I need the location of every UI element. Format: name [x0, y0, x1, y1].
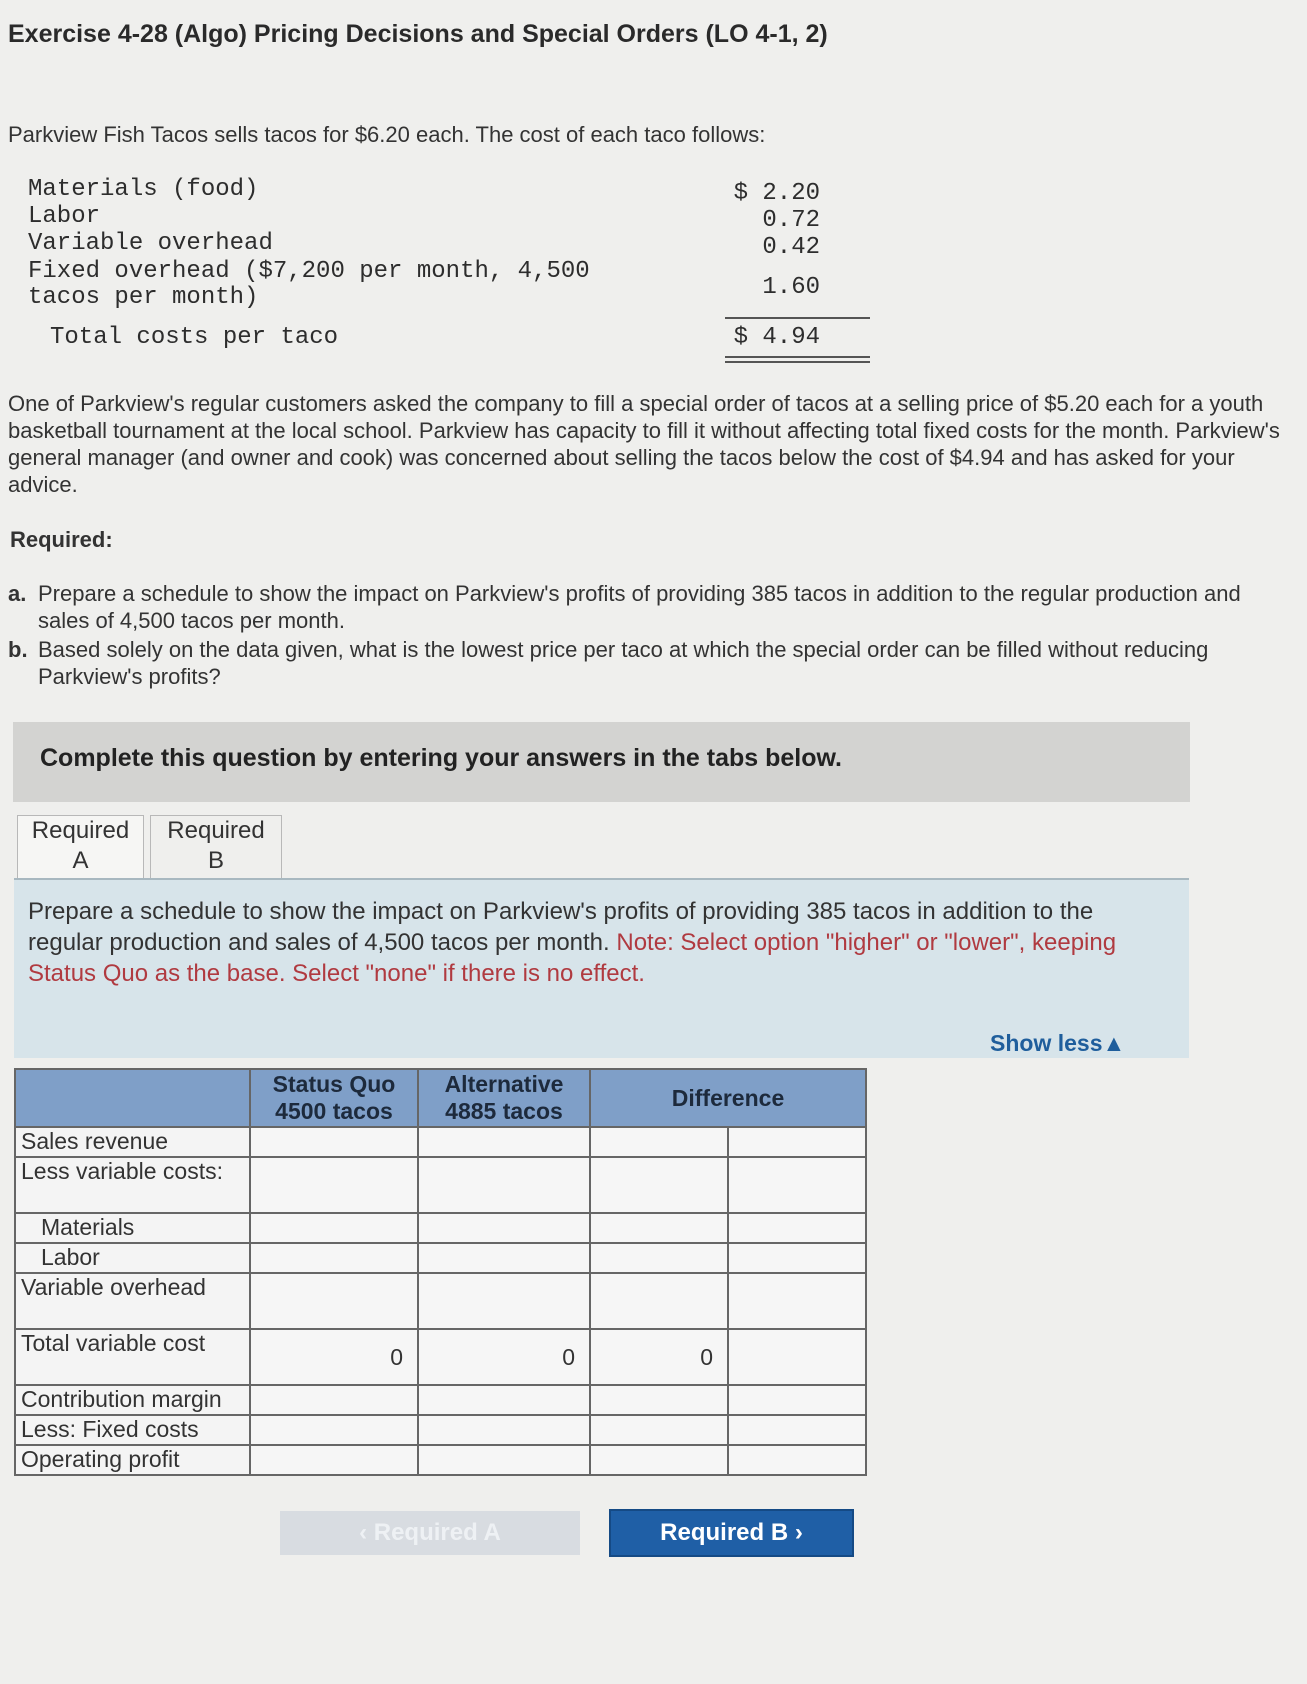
row-label-sales-revenue: Sales revenue — [15, 1127, 250, 1157]
total-variable-difference: 0 — [590, 1329, 728, 1385]
row-label-operating-profit: Operating profit — [15, 1445, 250, 1475]
cost-label-materials: Materials (food) — [28, 176, 259, 203]
input-cm-alternative[interactable] — [418, 1385, 590, 1415]
input-fixed-status-quo[interactable] — [250, 1415, 418, 1445]
prev-required-a-button[interactable]: ‹ Required A — [280, 1511, 580, 1555]
requirement-item — [8, 580, 1298, 634]
input-profit-difference[interactable] — [590, 1445, 728, 1475]
cost-value-materials: $ 2.20 — [733, 180, 820, 207]
input-labor-status-quo[interactable] — [250, 1243, 418, 1273]
total-variable-alternative: 0 — [418, 1329, 590, 1385]
select-total-variable-effect[interactable] — [728, 1329, 866, 1385]
cell-blank — [728, 1157, 866, 1213]
tab-label-line1: Required — [167, 817, 265, 844]
cost-label-fixed-overhead: Fixed overhead ($7,200 per month, 4,500 — [28, 258, 590, 285]
panel-instruction — [28, 896, 1168, 989]
header-alternative-line2: 4885 tacos — [445, 1098, 563, 1124]
cost-value-labor: 0.72 — [762, 207, 820, 234]
header-alternative-line1: Alternative — [444, 1071, 564, 1097]
required-heading: Required: — [10, 527, 113, 552]
row-label-labor: Labor — [15, 1243, 250, 1273]
row-label-less-variable-costs: Less variable costs: — [15, 1157, 250, 1213]
select-labor-effect[interactable] — [728, 1243, 866, 1273]
input-materials-status-quo[interactable] — [250, 1213, 418, 1243]
cost-value-variable-overhead: 0.42 — [762, 234, 820, 261]
cost-label-variable-overhead: Variable overhead — [28, 230, 273, 257]
input-cm-status-quo[interactable] — [250, 1385, 418, 1415]
input-fixed-alternative[interactable] — [418, 1415, 590, 1445]
input-cm-difference[interactable] — [590, 1385, 728, 1415]
input-sales-status-quo[interactable] — [250, 1127, 418, 1157]
input-labor-alternative[interactable] — [418, 1243, 590, 1273]
select-fixed-effect[interactable] — [728, 1415, 866, 1445]
cell-blank — [250, 1157, 418, 1213]
cost-value-total: $ 4.94 — [733, 324, 820, 351]
requirement-letter: b. — [8, 637, 28, 662]
input-materials-alternative[interactable] — [418, 1213, 590, 1243]
input-voh-status-quo[interactable] — [250, 1273, 418, 1329]
input-labor-difference[interactable] — [590, 1243, 728, 1273]
input-fixed-difference[interactable] — [590, 1415, 728, 1445]
total-double-rule-bottom — [725, 361, 870, 363]
header-alternative — [418, 1069, 590, 1127]
next-required-b-button[interactable]: Required B › — [609, 1509, 854, 1557]
requirements-list — [8, 580, 1298, 692]
select-profit-effect[interactable] — [728, 1445, 866, 1475]
header-status-quo — [250, 1069, 418, 1127]
header-status-quo-line1: Status Quo — [272, 1071, 396, 1097]
row-label-fixed-costs: Less: Fixed costs — [15, 1415, 250, 1445]
total-double-rule-top — [725, 356, 870, 358]
cost-label-labor: Labor — [28, 203, 101, 230]
panel-note: Note: Select option "higher" or "lower", keeping Status Quo as the base. Select "none" if there is no effect. — [28, 929, 1117, 987]
tab-required-b[interactable] — [150, 815, 282, 881]
header-difference: Difference — [590, 1069, 866, 1127]
subtotal-rule — [725, 317, 870, 319]
select-cm-effect[interactable] — [728, 1385, 866, 1415]
tab-label-line2: B — [207, 847, 224, 874]
cost-label-fixed-overhead-line2: tacos per month) — [28, 284, 259, 311]
requirement-item — [8, 636, 1298, 690]
cell-blank — [590, 1157, 728, 1213]
input-sales-difference[interactable] — [590, 1127, 728, 1157]
requirement-text: Prepare a schedule to show the impact on Parkview's profits of providing 385 tacos in addition to the regular production and sales of 4,500 tacos per month. — [38, 581, 1241, 633]
exercise-title: Exercise 4-28 (Algo) Pricing Decisions and Special Orders (LO 4-1, 2) — [8, 20, 828, 48]
input-materials-difference[interactable] — [590, 1213, 728, 1243]
select-voh-effect[interactable] — [728, 1273, 866, 1329]
banner-text: Complete this question by entering your answers in the tabs below. — [40, 744, 842, 772]
select-materials-effect[interactable] — [728, 1213, 866, 1243]
input-voh-difference[interactable] — [590, 1273, 728, 1329]
total-variable-status-quo: 0 — [250, 1329, 418, 1385]
scenario-paragraph: One of Parkview's regular customers asked the company to fill a special order of tacos at a selling price of $5.20 each for a youth basketball tournament at the local school. Parkview has capacity to fill it without affecting total fixed costs for the month. Parkview's general manager (and owner and cook) was concerned about selling the tacos below the cost of $4.94 and has asked for your advice. — [8, 391, 1280, 497]
row-label-variable-overhead: Variable overhead — [15, 1273, 250, 1329]
input-voh-alternative[interactable] — [418, 1273, 590, 1329]
requirement-text: Based solely on the data given, what is the lowest price per taco at which the special order can be filled without reducing Parkview's profits? — [38, 637, 1209, 689]
tab-label-line1: Required — [31, 817, 130, 844]
tab-label-line2: A — [72, 847, 89, 874]
row-label-contribution-margin: Contribution margin — [15, 1385, 250, 1415]
row-label-total-variable-cost: Total variable cost — [15, 1329, 250, 1385]
intro-text: Parkview Fish Tacos sells tacos for $6.20 each. The cost of each taco follows: — [8, 122, 766, 147]
cost-value-fixed-overhead: 1.60 — [762, 274, 820, 301]
select-sales-effect[interactable] — [728, 1127, 866, 1157]
input-profit-alternative[interactable] — [418, 1445, 590, 1475]
schedule-table — [14, 1068, 867, 1476]
input-sales-alternative[interactable] — [418, 1127, 590, 1157]
show-less-link[interactable]: Show less▲ — [990, 1030, 1126, 1056]
cell-blank — [418, 1157, 590, 1213]
header-blank — [15, 1069, 250, 1127]
instruction-banner — [13, 722, 1190, 802]
row-label-materials: Materials — [15, 1213, 250, 1243]
requirement-letter: a. — [8, 581, 27, 606]
panel-instruction-text: Prepare a schedule to show the impact on Parkview's profits of providing 385 tacos in addition to the regular production and sales of 4,500 tacos per month. — [28, 898, 1094, 956]
input-profit-status-quo[interactable] — [250, 1445, 418, 1475]
cost-label-total: Total costs per taco — [50, 324, 339, 351]
tab-required-a[interactable] — [17, 815, 144, 881]
header-status-quo-line2: 4500 tacos — [275, 1098, 393, 1124]
